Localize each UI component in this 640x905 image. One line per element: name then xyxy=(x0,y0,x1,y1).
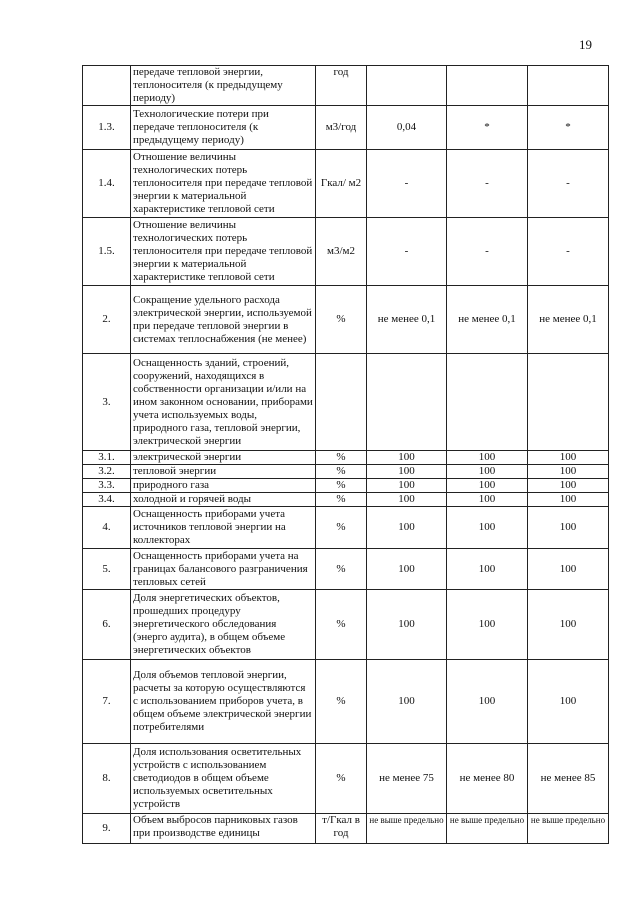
value-year-2: 100 xyxy=(447,549,528,590)
indicator-name: Доля энергетических объектов, прошедших процедуру энергетического обследования (энерго аудита), в общем объеме энергетических объектов xyxy=(131,590,316,660)
page-number: 19 xyxy=(579,37,592,52)
value-year-3: 100 xyxy=(528,465,609,479)
indicator-name: Доля использования осветительных устройств с использованием светодиодов в общем объеме используемых осветительных устройств xyxy=(131,744,316,814)
value-year-2: * xyxy=(447,106,528,150)
table-row xyxy=(83,451,609,465)
row-number: 2. xyxy=(83,286,131,354)
value-year-2: 100 xyxy=(447,493,528,507)
value-year-1: 100 xyxy=(367,507,447,549)
value-year-1: 100 xyxy=(367,479,447,493)
table-row xyxy=(83,660,609,744)
value-year-1: не выше предельно xyxy=(367,814,447,844)
unit-cell: год xyxy=(316,66,367,106)
indicators-table xyxy=(82,65,609,844)
indicator-name: электрической энергии xyxy=(131,451,316,465)
value-year-3: 100 xyxy=(528,507,609,549)
unit-cell: % xyxy=(316,744,367,814)
value-year-3: не менее 85 xyxy=(528,744,609,814)
value-year-2: 100 xyxy=(447,465,528,479)
unit-cell: т/Гкал в год xyxy=(316,814,367,844)
indicator-name: Объем выбросов парниковых газов при производстве единицы xyxy=(131,814,316,844)
value-year-3: * xyxy=(528,106,609,150)
table-row xyxy=(83,218,609,286)
value-year-3: 100 xyxy=(528,451,609,465)
value-year-2: - xyxy=(447,218,528,286)
row-number: 5. xyxy=(83,549,131,590)
value-year-1: не менее 0,1 xyxy=(367,286,447,354)
table-row xyxy=(83,744,609,814)
value-year-2 xyxy=(447,66,528,106)
value-year-2: не менее 0,1 xyxy=(447,286,528,354)
value-year-3: - xyxy=(528,150,609,218)
row-number: 4. xyxy=(83,507,131,549)
value-year-3: не менее 0,1 xyxy=(528,286,609,354)
value-year-1: - xyxy=(367,150,447,218)
table-row xyxy=(83,507,609,549)
unit-cell: % xyxy=(316,286,367,354)
row-number xyxy=(83,66,131,106)
unit-cell: % xyxy=(316,479,367,493)
value-year-2 xyxy=(447,354,528,451)
value-year-3: 100 xyxy=(528,493,609,507)
table-row xyxy=(83,150,609,218)
row-number: 6. xyxy=(83,590,131,660)
value-year-3: 100 xyxy=(528,479,609,493)
indicator-name: Доля объемов тепловой энергии, расчеты за которую осуществляются с использованием приборов учета, в общем объеме электрической энергии потребителями xyxy=(131,660,316,744)
row-number: 7. xyxy=(83,660,131,744)
value-year-3 xyxy=(528,66,609,106)
table-row xyxy=(83,66,609,106)
value-year-1: 0,04 xyxy=(367,106,447,150)
value-year-1: 100 xyxy=(367,660,447,744)
unit-cell: Гкал/ м2 xyxy=(316,150,367,218)
value-year-1: 100 xyxy=(367,590,447,660)
table-row xyxy=(83,493,609,507)
row-number: 1.3. xyxy=(83,106,131,150)
row-number: 3.2. xyxy=(83,465,131,479)
unit-cell: % xyxy=(316,590,367,660)
indicator-name: Сокращение удельного расхода электрической энергии, используемой при передаче тепловой энергии в системах теплоснабжения (не менее) xyxy=(131,286,316,354)
unit-cell xyxy=(316,354,367,451)
unit-cell: м3/м2 xyxy=(316,218,367,286)
indicator-name: Оснащенность приборами учета источников тепловой энергии на коллекторах xyxy=(131,507,316,549)
table-row xyxy=(83,465,609,479)
value-year-2: 100 xyxy=(447,507,528,549)
unit-cell: м3/год xyxy=(316,106,367,150)
value-year-1: 100 xyxy=(367,493,447,507)
value-year-3: 100 xyxy=(528,590,609,660)
value-year-1 xyxy=(367,354,447,451)
value-year-3: 100 xyxy=(528,660,609,744)
indicator-name: Отношение величины технологических потерь теплоносителя при передаче тепловой энергии к материальной характеристике тепловой сети xyxy=(131,218,316,286)
indicator-name: Технологические потери при передаче теплоносителя (к предыдущему периоду) xyxy=(131,106,316,150)
unit-cell: % xyxy=(316,549,367,590)
table-row xyxy=(83,814,609,844)
table-row xyxy=(83,590,609,660)
value-year-1: - xyxy=(367,218,447,286)
value-year-3: не выше предельно xyxy=(528,814,609,844)
row-number: 3.4. xyxy=(83,493,131,507)
row-number: 1.4. xyxy=(83,150,131,218)
value-year-3: 100 xyxy=(528,549,609,590)
unit-cell: % xyxy=(316,451,367,465)
value-year-1 xyxy=(367,66,447,106)
indicator-name: Оснащенность приборами учета на границах балансового разграничения тепловых сетей xyxy=(131,549,316,590)
unit-cell: % xyxy=(316,493,367,507)
indicator-name: природного газа xyxy=(131,479,316,493)
row-number: 3.1. xyxy=(83,451,131,465)
table-row xyxy=(83,106,609,150)
value-year-2: 100 xyxy=(447,660,528,744)
value-year-3: - xyxy=(528,218,609,286)
indicator-name: Оснащенность зданий, строений, сооружений, находящихся в собственности организации и/или на ином законном основании, приборами учета используемых воды, природного газа, тепловой энергии, электрической энергии xyxy=(131,354,316,451)
table-row xyxy=(83,354,609,451)
value-year-2: не выше предельно xyxy=(447,814,528,844)
unit-cell: % xyxy=(316,660,367,744)
indicator-name: Отношение величины технологических потерь теплоносителя при передаче тепловой энергии к материальной характеристике тепловой сети xyxy=(131,150,316,218)
value-year-1: не менее 75 xyxy=(367,744,447,814)
unit-cell: % xyxy=(316,507,367,549)
value-year-2: 100 xyxy=(447,590,528,660)
row-number: 3.3. xyxy=(83,479,131,493)
row-number: 1.5. xyxy=(83,218,131,286)
unit-cell: % xyxy=(316,465,367,479)
value-year-2: 100 xyxy=(447,479,528,493)
value-year-1: 100 xyxy=(367,465,447,479)
table-row xyxy=(83,286,609,354)
indicator-name: холодной и горячей воды xyxy=(131,493,316,507)
value-year-1: 100 xyxy=(367,549,447,590)
table-row xyxy=(83,479,609,493)
table-row xyxy=(83,549,609,590)
row-number: 3. xyxy=(83,354,131,451)
row-number: 9. xyxy=(83,814,131,844)
value-year-3 xyxy=(528,354,609,451)
value-year-2: 100 xyxy=(447,451,528,465)
indicator-name: передаче тепловой энергии, теплоносителя (к предыдущему периоду) xyxy=(131,66,316,106)
value-year-2: - xyxy=(447,150,528,218)
indicator-name: тепловой энергии xyxy=(131,465,316,479)
row-number: 8. xyxy=(83,744,131,814)
value-year-1: 100 xyxy=(367,451,447,465)
value-year-2: не менее 80 xyxy=(447,744,528,814)
